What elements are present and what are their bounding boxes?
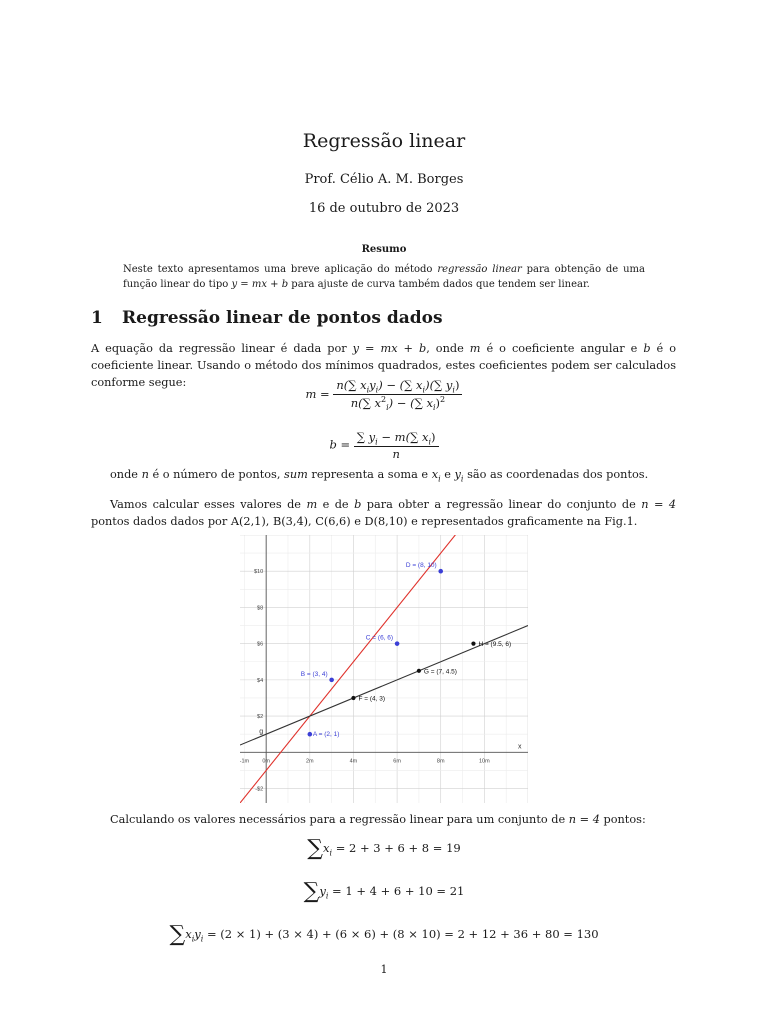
data-point bbox=[329, 678, 334, 683]
data-point-label: A = (2, 1) bbox=[312, 731, 340, 739]
x-tick-label: 10m bbox=[479, 758, 490, 765]
fit-point-label: G = (7, 4.5) bbox=[423, 668, 457, 676]
regression-chart bbox=[240, 535, 528, 803]
paper-date: 16 de outubro de 2023 bbox=[308, 201, 460, 216]
line-label: g bbox=[259, 728, 264, 736]
y-tick-label: $6 bbox=[257, 641, 264, 648]
fit-point-label: F = (4, 3) bbox=[358, 695, 386, 703]
x-tick-label: 8m bbox=[436, 758, 445, 765]
chart-ticks bbox=[240, 569, 490, 792]
y-tick-label: -$2 bbox=[255, 786, 264, 793]
abstract-heading: Resumo bbox=[361, 244, 407, 255]
chart-points bbox=[301, 562, 511, 738]
paragraph-calculation: Calculando os valores necessários para a regressão linear para um conjunto de n = 4 pontos: bbox=[110, 813, 646, 826]
equation-b: b = $\frac{\sum y_i - m(\sum x_i)}{n}$ bbox=[0, 430, 768, 461]
y-tick-label: $4 bbox=[257, 677, 264, 684]
paper-author: Prof. Célio A. M. Borges bbox=[304, 172, 464, 187]
page-number: 1 bbox=[380, 963, 388, 976]
x-axis-label: x bbox=[518, 743, 522, 751]
paragraph-definitions: onde n é o número de pontos, sum representa a soma e $x_i$ e $y_i$ são as coordenadas dos pontos. bbox=[110, 468, 649, 484]
data-point bbox=[308, 732, 313, 737]
equation-sum-xy: $\sum x_iy_i = (2 \times 1) + (3 \times 4) + (6 \times 6) + (8 \times 10) = 2 + 12 + 36 + 80 = 130$ bbox=[169, 922, 599, 947]
data-point-label: B = (3, 4) bbox=[300, 670, 328, 678]
section-number: 1 bbox=[91, 308, 103, 328]
y-tick-label: $10 bbox=[253, 569, 264, 576]
paragraph-intro: A equação da regressão linear é dada por y = mx + b, onde m é o coeficiente angular e b é o coeficiente linear. Usando o método dos mínimos quadrados, estes coeficientes podem ser calculados conforme segue: bbox=[91, 342, 677, 389]
x-tick-label: -1m bbox=[240, 758, 250, 765]
paragraph-dataset: Vamos calcular esses valores de m e de b para obter a regressão linear do conjunto de n = 4 pontos dados dados por A(2,1), B(3,4), C(6,6) e D(8,10) e representados graficamente na Fig.1. bbox=[91, 498, 677, 528]
section-title: Regressão linear de pontos dados bbox=[122, 308, 443, 328]
paper-title: Regressão linear bbox=[302, 130, 466, 152]
data-point-label: D = (8, 10) bbox=[405, 562, 437, 570]
y-tick-label: $8 bbox=[257, 605, 264, 612]
x-tick-label: 2m bbox=[305, 758, 314, 765]
data-point bbox=[438, 569, 443, 574]
section-heading bbox=[91, 308, 443, 328]
fraction-b: $\frac{\sum y_i - m(\sum x_i)}{n}$ bbox=[354, 430, 439, 461]
fit-point bbox=[471, 642, 475, 646]
x-tick-label: 6m bbox=[393, 758, 401, 765]
equation-m: m = $\frac{n(\sum x_iy_i) - (\sum x_i)(\sum y_i)}{n(\sum x^2_i) - (\sum x_i)^2}$ bbox=[0, 378, 768, 412]
equation-sum-y: $\sum y_i = 1 + 4 + 6 + 10 = 21$ bbox=[303, 879, 465, 904]
fit-point bbox=[417, 669, 421, 673]
abstract-text: Neste texto apresentamos uma breve aplicação do método regressão linear para obtenção de uma função linear do tipo y = mx + b para ajuste de curva também dados que tendem ser linear. bbox=[123, 264, 645, 290]
equation-sum-x: $\sum x_i = 2 + 3 + 6 + 8 = 19$ bbox=[307, 836, 461, 861]
fraction-m: $\frac{n(\sum x_iy_i) - (\sum x_i)(\sum y_i)}{n(\sum x^2_i) - (\sum x_i)^2}$ bbox=[333, 378, 462, 412]
fit-point bbox=[351, 696, 355, 700]
data-point bbox=[395, 641, 400, 646]
fit-point-label: H = (9.5, 6) bbox=[478, 641, 512, 649]
y-tick-label: $2 bbox=[257, 714, 264, 721]
data-point-label: C = (6, 6) bbox=[365, 634, 394, 642]
x-tick-label: 0m bbox=[262, 758, 271, 765]
x-tick-label: 4m bbox=[349, 758, 358, 765]
